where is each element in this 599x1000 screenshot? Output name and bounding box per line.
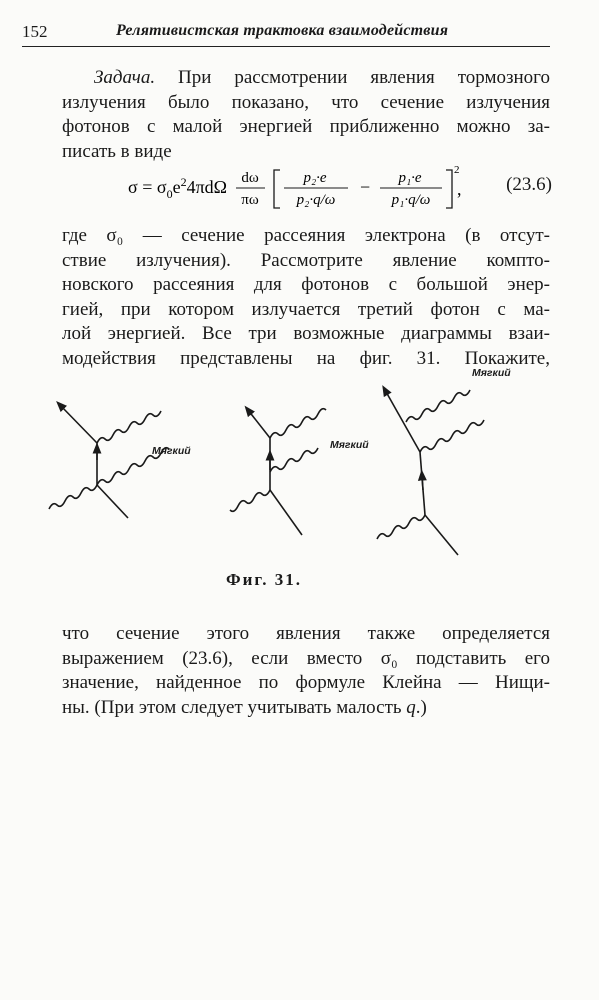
equation-body — [60, 160, 480, 216]
equation-number: (23.6) — [506, 174, 552, 195]
photon-line — [420, 420, 484, 452]
text-line: излучения было показано, что сечение излучения — [62, 91, 550, 113]
svg-text:p₂·e: p₂·e — [303, 170, 327, 186]
photon-line — [230, 490, 270, 511]
page-header — [22, 22, 550, 46]
photon-line — [377, 515, 425, 539]
svg-text:,: , — [457, 179, 462, 199]
svg-text:−: − — [360, 177, 371, 197]
diagram-3 — [377, 390, 484, 555]
photon-line — [97, 411, 161, 443]
svg-text:p₁·e: p₁·e — [398, 170, 422, 186]
diagram-2 — [230, 409, 326, 535]
conclusion-paragraph — [62, 622, 550, 720]
photon-line — [49, 485, 97, 509]
text-line: значение, найденное по формуле Клейна — Нищи- — [62, 672, 550, 693]
text-line: выражением (23.6), если вместо σ₀ подставить его — [62, 647, 550, 669]
diagram-1 — [49, 405, 169, 518]
soft-photon-label: Мягкий — [152, 445, 191, 457]
photon-line — [270, 409, 326, 438]
svg-text:dω: dω — [241, 170, 259, 186]
text-line: гией, при котором излучается третий фотон с ма- — [62, 298, 550, 320]
photon-line — [406, 390, 470, 422]
feynman-diagrams — [40, 360, 540, 565]
page-number: 152 — [22, 22, 48, 41]
text-line: ствие излучения). Рассмотрите явление компто- — [62, 249, 550, 271]
svg-text:σ = σ0e24πdΩ: $\sigma = \sigma_0e^24\pi d\Omega$ — [128, 175, 228, 201]
soft-photon-label: Мягкий — [472, 367, 511, 379]
svg-text:p₁·q/ω: p₁·q/ω — [391, 192, 431, 208]
running-title: Релятивистская трактовка взаимодействия — [116, 22, 449, 39]
text-line: новского рассеяния для фотонов с большой энер- — [62, 274, 550, 295]
header-rule — [22, 46, 550, 47]
text-line: что сечение этого явления также определяется — [62, 623, 550, 644]
problem-paragraph — [62, 66, 550, 164]
soft-photon-label: Мягкий — [330, 439, 369, 451]
problem-label: Задача. — [94, 67, 156, 88]
text-line: Задача. При рассмотрении явления тормозного — [94, 67, 550, 88]
figure-caption: Фиг. 31. — [226, 570, 302, 589]
explanation-paragraph — [62, 224, 550, 371]
svg-text:2: 2 — [454, 164, 460, 176]
text-line: фотонов с малой энергией приближенно можно за- — [62, 116, 550, 137]
svg-text:p₂·q/ω: p₂·q/ω — [296, 192, 336, 208]
feynman-diagrams-figure — [40, 360, 540, 570]
text-line: писать в виде — [62, 140, 172, 162]
text-line: модействия представлены на фиг. 31. Покажите, — [62, 347, 550, 369]
text-line: ны. (При этом следует учитывать малость q.) — [62, 696, 427, 718]
text-line: лой энергией. Все три возможные диаграммы взаи- — [62, 323, 550, 344]
svg-text:πω: πω — [241, 192, 259, 208]
photon-line — [270, 448, 318, 472]
equation-23-6 — [60, 160, 552, 216]
text-line: где σ₀ — сечение рассеяния электрона (в отсут- — [62, 225, 550, 246]
